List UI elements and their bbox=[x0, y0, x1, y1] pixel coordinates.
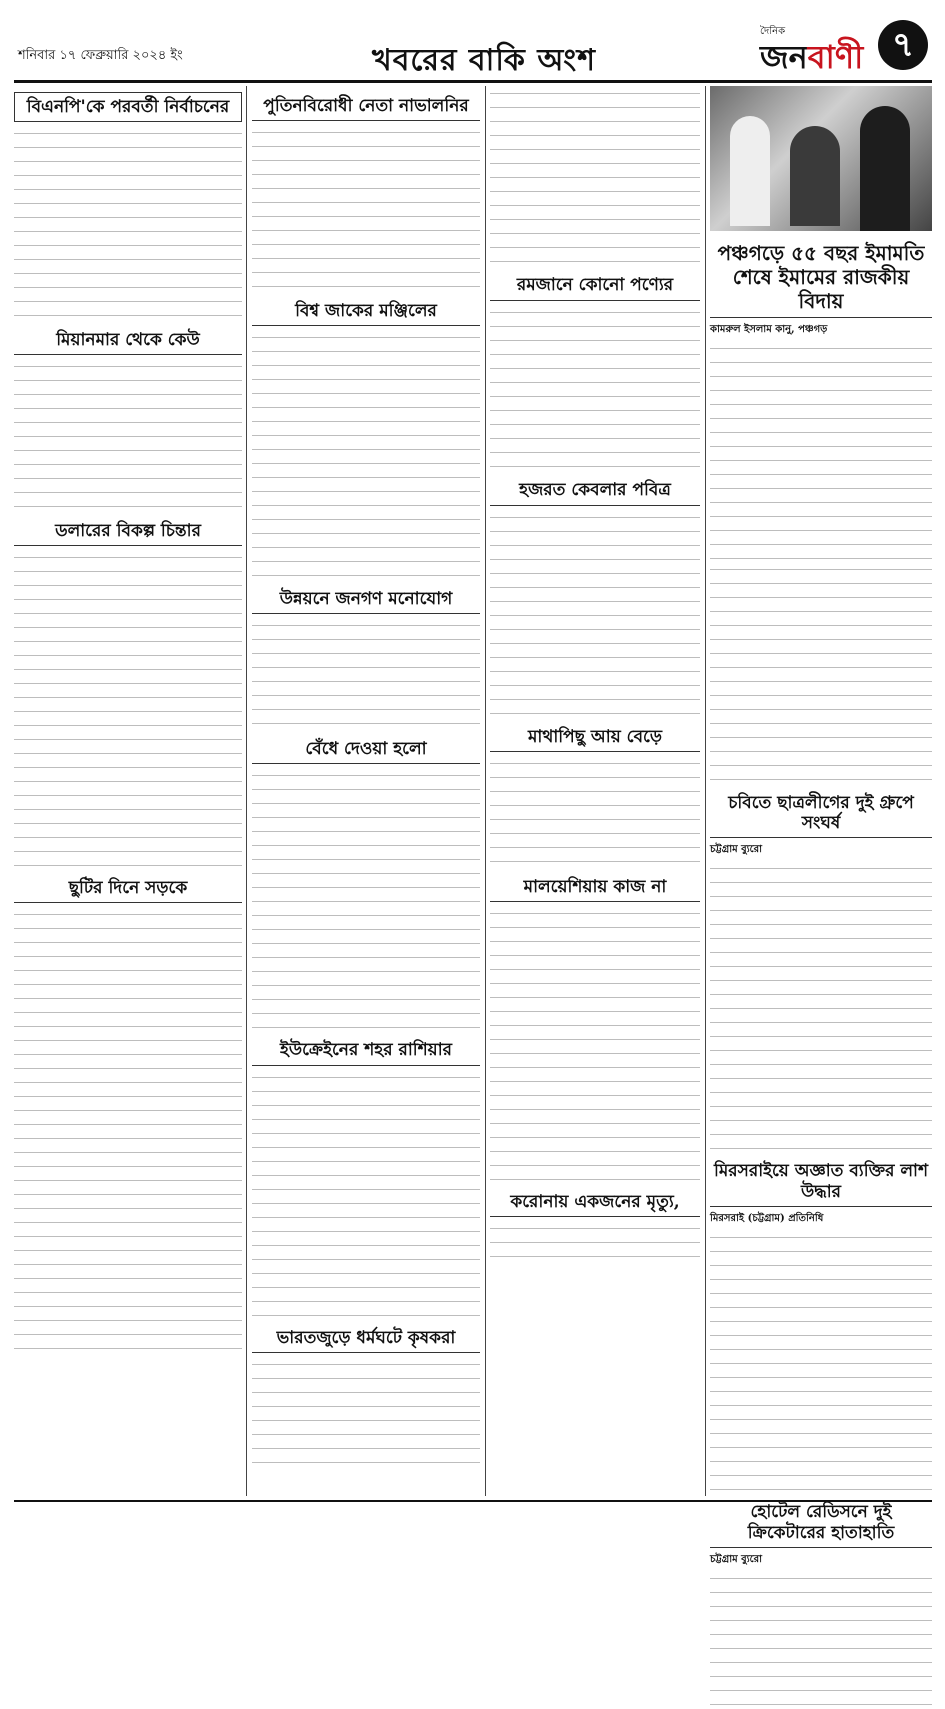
column-4-stories bbox=[710, 341, 932, 1709]
story-body-text bbox=[490, 906, 700, 1182]
photo-figure bbox=[860, 106, 910, 231]
column-3 bbox=[490, 86, 700, 1263]
brand-daily: দৈনিক bbox=[760, 26, 786, 37]
story-headline: মালয়েশিয়ায় কাজ না bbox=[490, 873, 700, 902]
story-body-text bbox=[252, 1357, 480, 1467]
story-headline: বিশ্ব জাকের মঞ্জিলের bbox=[252, 297, 480, 326]
story-headline: চবিতে ছাত্রলীগের দুই গ্রুপে সংঘর্ষ bbox=[710, 789, 932, 839]
story-headline: হোটেল রেডিসনে দুই ক্রিকেটারের হাতাহাতি bbox=[710, 1498, 932, 1548]
story-body-text bbox=[14, 550, 242, 867]
column-2 bbox=[252, 86, 480, 1468]
story-body-text bbox=[710, 562, 932, 783]
photo-figure bbox=[730, 116, 770, 226]
story-headline: বেঁধে দেওয়া হলো bbox=[252, 735, 480, 764]
story-headline: ডলারের বিকল্প চিন্তার bbox=[14, 517, 242, 546]
story-body-text bbox=[490, 1221, 700, 1262]
brand-name bbox=[760, 32, 863, 86]
column-divider bbox=[705, 86, 706, 1496]
story-byline: চট্টগ্রাম ব্যুরো bbox=[710, 1553, 763, 1565]
story-headline: মিরসরাইয়ে অজ্ঞাত ব্যক্তির লাশ উদ্ধার bbox=[710, 1157, 932, 1207]
page-number: ৭ bbox=[878, 20, 928, 70]
photo-story-body bbox=[710, 341, 932, 562]
story-body-text bbox=[252, 125, 480, 291]
photo-story-byline: কামরুল ইসলাম কানু, পঞ্চগড় bbox=[710, 324, 828, 335]
story-headline: হজরত কেবলার পবিত্র bbox=[490, 476, 700, 505]
story-body-text bbox=[252, 1070, 480, 1318]
column-1 bbox=[14, 86, 242, 1362]
story-headline: ইউক্রেইনের শহর রাশিয়ার bbox=[252, 1036, 480, 1065]
story-body-text bbox=[490, 305, 700, 471]
masthead bbox=[14, 10, 932, 83]
story-headline: পুতিনবিরোধী নেতা নাভালনির bbox=[252, 92, 480, 121]
column-4 bbox=[710, 86, 932, 1565]
section-title: খবরের বাকি অংশ bbox=[372, 43, 596, 78]
story-headline: ভারতজুড়ে ধর্মঘটে কৃষকরা bbox=[252, 1324, 480, 1353]
story-byline: মিরসরাই (চট্টগ্রাম) প্রতিনিধি bbox=[710, 1212, 824, 1224]
story-headline: বিএনপি'কে পরবর্তী নির্বাচনের bbox=[14, 92, 242, 122]
story-headline: ছুটির দিনে সড়কে bbox=[14, 874, 242, 903]
story-body-text bbox=[710, 1230, 932, 1492]
story-body-text bbox=[490, 756, 700, 866]
story-body-text bbox=[14, 126, 242, 319]
story-body-text bbox=[710, 1571, 932, 1709]
photo-figure bbox=[790, 126, 840, 226]
story-body-text bbox=[14, 907, 242, 1362]
story-headline: মিয়ানমার থেকে কেউ bbox=[14, 326, 242, 355]
story-body-text bbox=[252, 330, 480, 578]
story-headline: করোনায় একজনের মৃত্যু, bbox=[490, 1188, 700, 1217]
brand-logo bbox=[760, 24, 870, 76]
photo-story-headline: পঞ্চগড়ে ৫৫ বছর ইমামতি শেষে ইমামের রাজকীয় বিদায় bbox=[710, 237, 932, 318]
story-body-text bbox=[252, 768, 480, 1030]
story-headline: রমজানে কোনো পণ্যের bbox=[490, 271, 700, 300]
story-byline: চট্টগ্রাম ব্যুরো bbox=[710, 844, 763, 856]
story-headline: উন্নয়নে জনগণ মনোযোগ bbox=[252, 585, 480, 614]
story-body-text bbox=[490, 86, 700, 265]
page-footer-rule bbox=[14, 1500, 932, 1502]
brand-name-left: জন bbox=[760, 38, 808, 76]
column-divider bbox=[246, 86, 247, 1496]
brand-name-right: বাণী bbox=[807, 38, 864, 76]
story-body-text bbox=[14, 359, 242, 511]
news-photo bbox=[710, 86, 932, 231]
issue-date: শনিবার ১৭ ফেব্রুয়ারি ২০২৪ ইং bbox=[18, 48, 183, 63]
story-headline: মাথাপিছু আয় বেড়ে bbox=[490, 723, 700, 752]
column-divider bbox=[485, 86, 486, 1496]
story-body-text bbox=[490, 510, 700, 717]
story-body-text bbox=[710, 861, 932, 1151]
story-body-text bbox=[252, 618, 480, 728]
